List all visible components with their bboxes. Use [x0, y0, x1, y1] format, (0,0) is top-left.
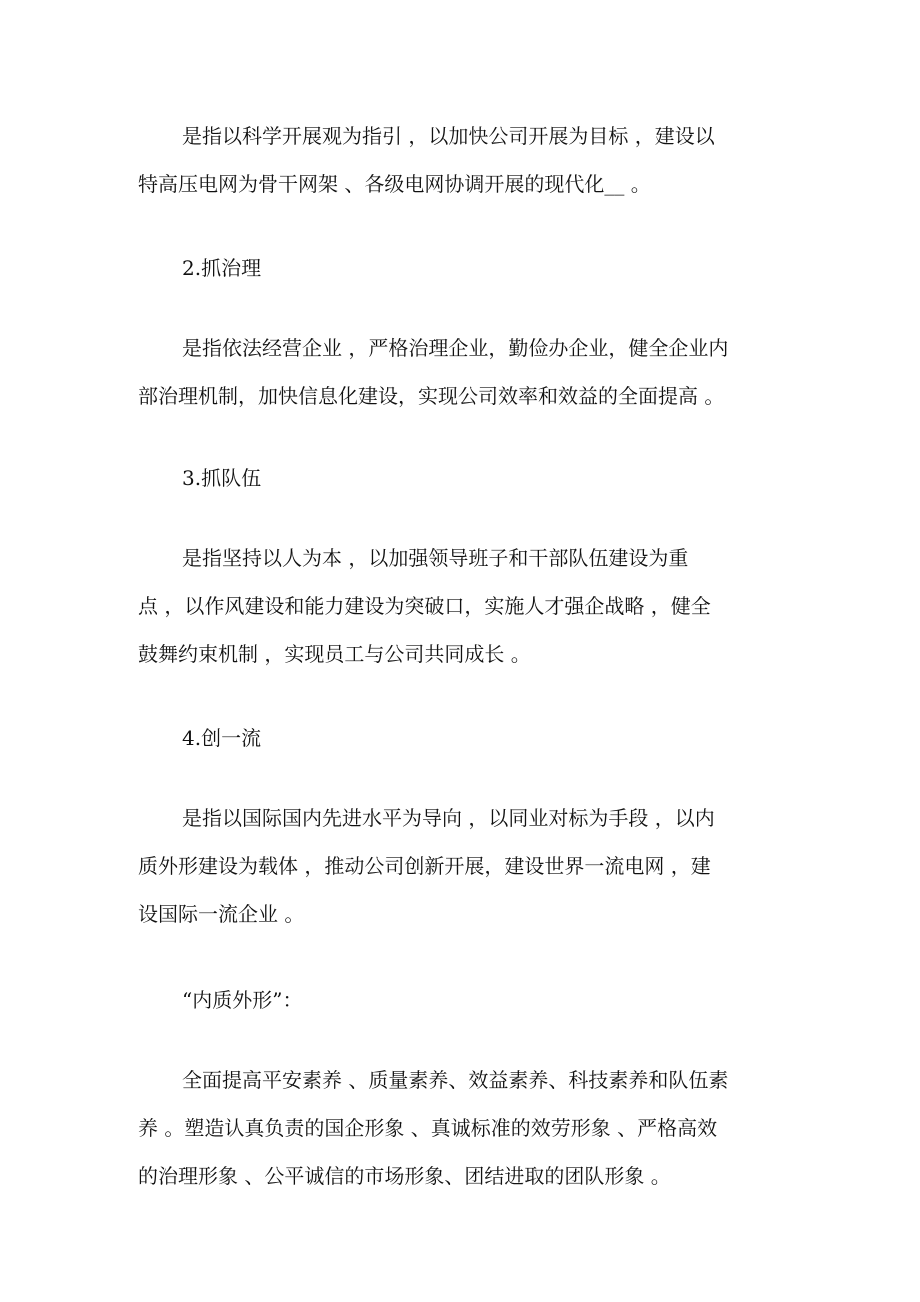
paragraph-4 [138, 794, 788, 938]
section-heading-4: 4.创一流 [182, 726, 262, 750]
paragraph-line: 点 ，以作风建设和能力建设为突破口，实施人才强企战略 ，健全 [138, 594, 711, 618]
section-heading-3: 3.抓队伍 [182, 466, 262, 490]
paragraph-line: 是指坚持以人为本 ，以加强领导班子和干部队伍建设为重 [182, 546, 689, 570]
paragraph-line: 特高压电网为骨干网架 、各级电网协调开展的现代化__ 。 [138, 172, 651, 196]
paragraph-line: 是指以科学开展观为指引 ，以加快公司开展为目标 ，建设以 [182, 124, 715, 148]
paragraph-1 [138, 112, 788, 208]
paragraph-line: 的治理形象 、公平诚信的市场形象、团结进取的团队形象 。 [138, 1164, 671, 1188]
paragraph-line: 部治理机制，加快信息化建设，实现公司效率和效益的全面提高 。 [138, 384, 725, 408]
paragraph-line: 设国际一流企业 。 [138, 902, 305, 926]
paragraph-3 [138, 534, 788, 678]
paragraph-line: 鼓舞约束机制 ，实现员工与公司共同成长 。 [138, 642, 531, 666]
paragraph-line: 是指以国际国内先进水平为导向 ，以同业对标为手段 ，以内 [182, 806, 715, 830]
section-heading-quality: “内质外形”： [182, 988, 303, 1012]
paragraph-2 [138, 324, 788, 420]
paragraph-line: 是指依法经营企业 ，严格治理企业，勤俭办企业，健全企业内 [182, 336, 729, 360]
paragraph-line: 质外形建设为载体 ，推动公司创新开展，建设世界一流电网 ，建 [138, 854, 711, 878]
paragraph-line: 养 。塑造认真负责的国企形象 、真诚标准的效劳形象 、严格高效 [138, 1116, 718, 1140]
section-heading-2: 2.抓治理 [182, 256, 262, 280]
paragraph-line: 全面提高平安素养 、质量素养、效益素养、科技素养和队伍素 [182, 1068, 729, 1092]
paragraph-5 [138, 1056, 788, 1200]
